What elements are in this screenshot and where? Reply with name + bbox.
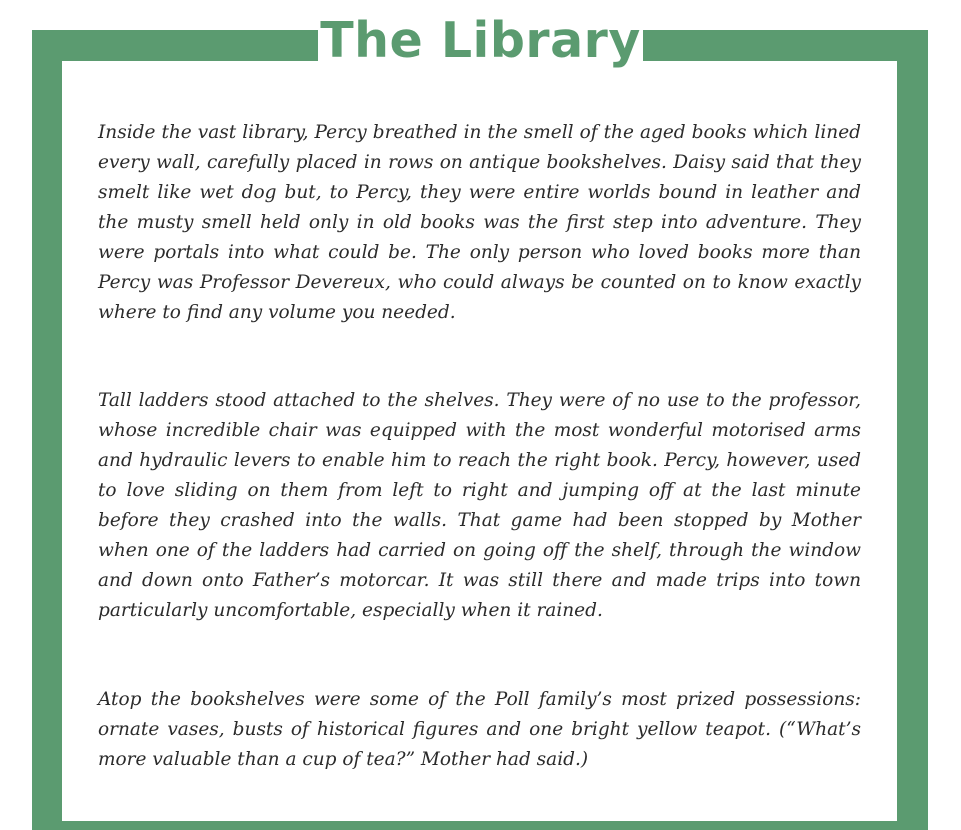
paragraph-library-intro: Inside the vast library, Percy breathed in the smell of the aged books which lined every wall, carefully placed in rows on antique bookshelves. Daisy said that they smelt like wet dog but, to Percy, they were entire worlds bound in leather and the musty smell held only in old books was the first step into adventure. They were portals into what could be. The only person who loved books more than Percy was Professor Devereux, who could always be counted on to know exactly where to find any volume you needed. <box>98 122 861 323</box>
paragraph-ladders: Tall ladders stood attached to the shelves. They were of no use to the professor, whose incredible chair was equipped with the most wonderful motorised arms and hydraulic levers to enable him to reach the right book. Percy, however, used to love sliding on them from left to right and jumping off at the last minute before they crashed into the walls. That game had been stopped by Mother when one of the ladders had carried on going off the shelf, through the window and down onto Father’s motorcar. It was still there and made trips into town particularly uncomfortable, especially when it rained. <box>98 390 861 621</box>
paragraph-bookshelves: Atop the bookshelves were some of the Poll family’s most prized possessions: ornate vases, busts of historical figures and one bright yellow teapot. (“What’s more valuable than a cup of tea?” Mother had said.) <box>98 689 861 770</box>
page-title: The Library <box>320 12 641 69</box>
